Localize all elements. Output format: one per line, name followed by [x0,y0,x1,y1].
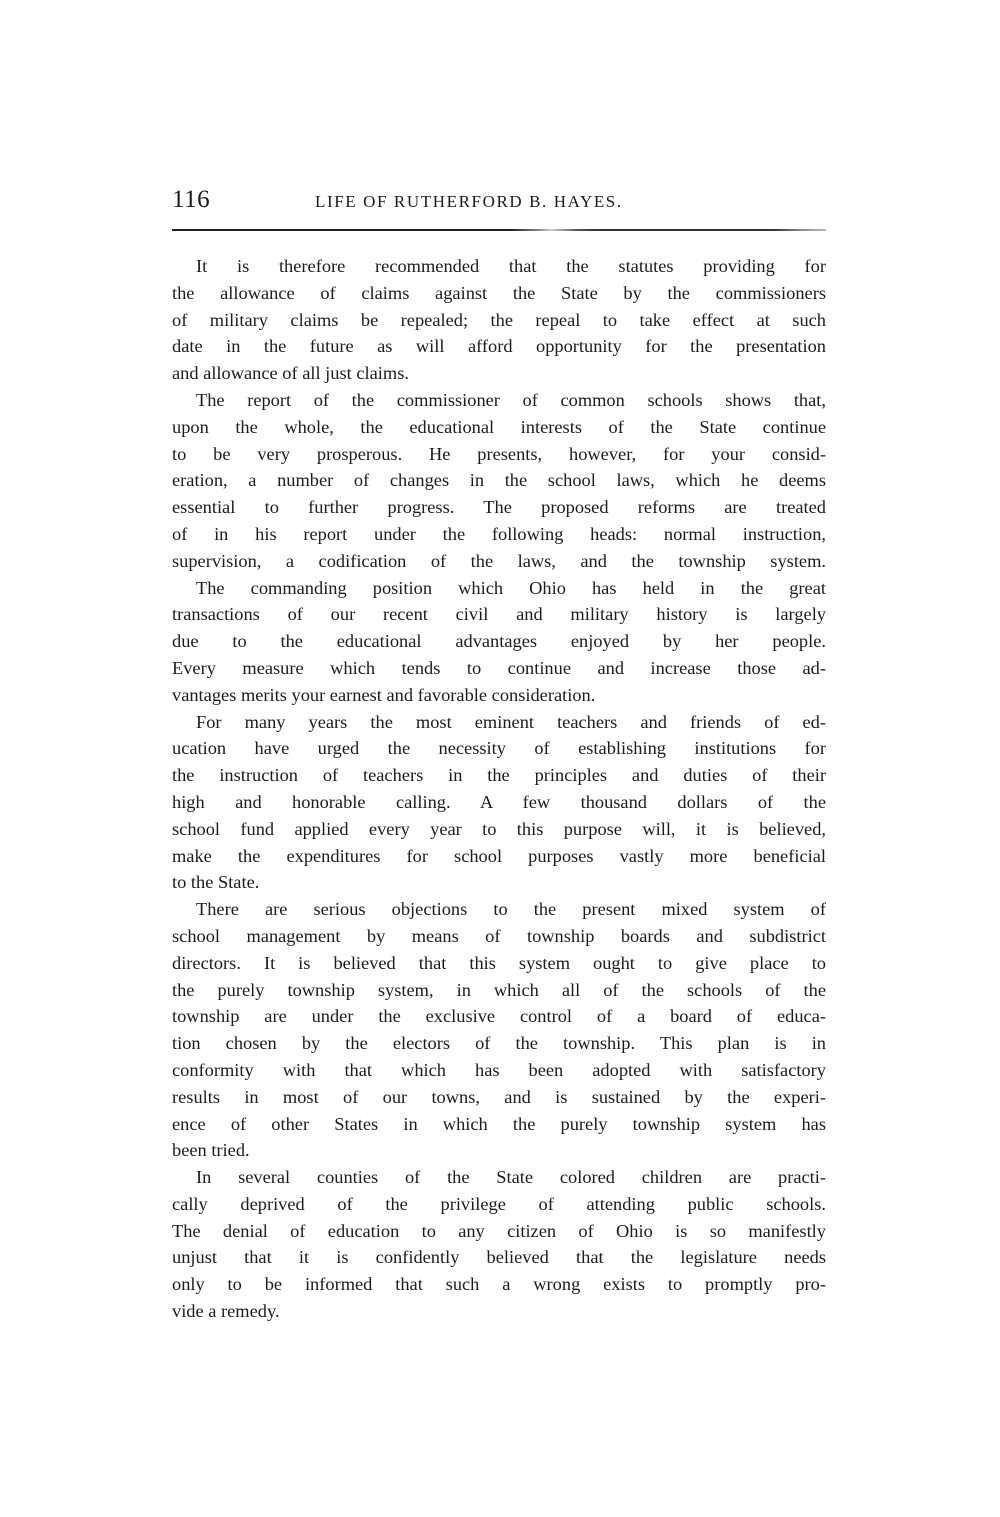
text-line: the purely township system, in which all of the schools of the [172,979,826,1000]
paragraph-3 [172,575,826,709]
text-line: tion chosen by the electors of the township. This plan is in [172,1033,826,1054]
text-line: vide a remedy. [172,1301,280,1322]
paragraph-4 [172,709,826,897]
text-line: the instruction of teachers in the principles and duties of their [172,765,826,786]
text-line: and allowance of all just claims. [172,363,409,384]
header-rule [172,229,826,231]
text-line: school management by means of township boards and subdistrict [172,925,826,946]
text-line: township are under the exclusive control of a board of educa- [172,1006,826,1027]
text-line: The denial of education to any citizen of Ohio is so manifestly [172,1220,826,1241]
text-line: The report of the commissioner of common schools shows that, [196,389,826,410]
text-line: upon the whole, the educational interests of the State continue [172,416,826,437]
text-line: It is therefore recommended that the statutes providing for [196,256,826,276]
text-line: eration, a number of changes in the school laws, which he deems [172,470,826,491]
paragraph-5 [172,896,826,1164]
text-line: ence of other States in which the purely township system has [172,1113,826,1134]
text-line: the allowance of claims against the State by the commissioners [172,282,826,303]
text-line: The commanding position which Ohio has held in the great [196,577,826,598]
body-text [172,253,826,1325]
paragraph-1 [172,253,826,387]
text-line: vantages merits your earnest and favorable consideration. [172,684,596,705]
text-line: For many years the most eminent teachers and friends of ed- [196,711,826,732]
text-line: cally deprived of the privilege of attending public schools. [172,1193,826,1214]
text-line: only to be informed that such a wrong exists to promptly pro- [172,1274,826,1295]
paragraph-6 [172,1164,826,1325]
text-line: directors. It is believed that this system ought to give place to [172,952,826,973]
page-header [172,186,827,220]
text-line: In several counties of the State colored children are practi- [196,1167,826,1188]
text-line: results in most of our towns, and is sustained by the experi- [172,1086,826,1107]
text-line: ucation have urged the necessity of establishing institutions for [172,738,826,759]
text-line: transactions of our recent civil and military history is largely [172,604,826,625]
text-line: to be very prosperous. He presents, however, for your consid- [172,443,826,464]
text-line: date in the future as will afford opportunity for the presentation [172,336,826,357]
text-line: to the State. [172,872,260,893]
text-line: There are serious objections to the present mixed system of [196,899,826,920]
text-line: conformity with that which has been adopted with satisfactory [172,1059,826,1080]
text-line: supervision, a codification of the laws, and the township system. [172,550,826,571]
text-line: of military claims be repealed; the repeal to take effect at such [172,309,826,330]
text-line: school fund applied every year to this purpose will, it is believed, [172,818,826,839]
text-line: unjust that it is confidently believed that the legislature needs [172,1247,826,1268]
text-line: Every measure which tends to continue and increase those ad- [172,657,826,678]
text-line: high and honorable calling. A few thousand dollars of the [172,791,826,812]
text-line: due to the educational advantages enjoyed by her people. [172,631,826,652]
text-line: make the expenditures for school purposes vastly more beneficial [172,845,826,866]
text-line: essential to further progress. The proposed reforms are treated [172,497,826,518]
page-number: 116 [172,186,211,213]
running-title: LIFE OF RUTHERFORD B. HAYES. [315,192,623,211]
paragraph-2 [172,387,826,575]
text-line: of in his report under the following heads: normal instruction, [172,523,826,544]
text-line: been tried. [172,1140,250,1161]
